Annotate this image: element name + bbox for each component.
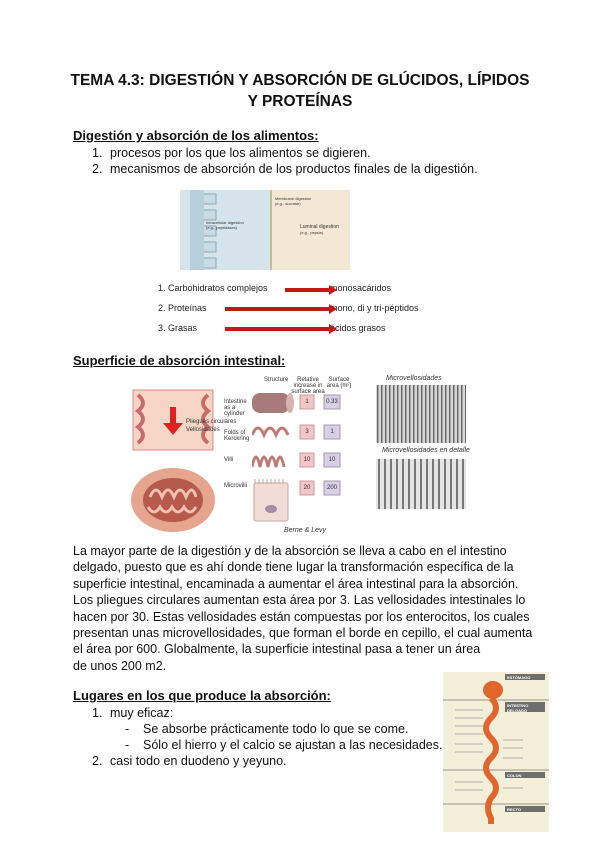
paragraph-line: hacen por 30. Estas vellosidades están compuestas por los enterocitos, los cuales	[73, 609, 530, 624]
list-number: 2.	[92, 754, 103, 768]
enterocyte-digestion-diagram	[180, 190, 350, 270]
column-header: Structure	[264, 377, 289, 383]
product-label: mono, di y tri-péptidos	[330, 303, 419, 313]
nutrient-label: 2. Proteínas	[158, 303, 207, 313]
list-item	[92, 145, 371, 161]
svg-text:(e.g., sucrase): (e.g., sucrase)	[275, 201, 301, 206]
factor-value: 20	[303, 485, 311, 491]
list-item	[92, 161, 478, 177]
list-text: procesos por los que los alimentos se digieren.	[110, 146, 371, 160]
micrograph-caption: Microvellosidades en detalle	[382, 447, 470, 454]
list-text: casi todo en duodeno y yeyuno.	[110, 754, 287, 768]
column-header: Surface area (m²)	[326, 377, 352, 389]
section-label: ESTÓMAGO	[507, 675, 531, 680]
svg-text:Membrane digestion: Membrane digestion	[275, 196, 312, 201]
section-heading-surface: Superficie de absorción intestinal:	[73, 353, 286, 368]
nutrient-row	[158, 283, 392, 293]
list-number: 2.	[92, 162, 103, 176]
section-heading-absorption-sites: Lugares en los que produce la absorción:	[73, 688, 331, 703]
row-label: Villi	[224, 457, 234, 463]
list-text: muy eficaz:	[110, 706, 174, 720]
list-item	[92, 753, 287, 769]
title-line-2: Y PROTEÍNAS	[247, 93, 353, 110]
paragraph-line: el área por 600. Globalmente, la superficie intestinal pasa a tener un área	[73, 642, 481, 657]
list-text: mecanismos de absorción de los productos finales de la digestión.	[110, 162, 478, 176]
area-value: 1	[330, 429, 334, 435]
fold-label: Vellosidades	[186, 427, 220, 433]
section-label: INTESTINO DELGADO	[507, 703, 529, 713]
digestive-tract-figure	[443, 672, 549, 832]
row-label: Microvilli	[224, 483, 247, 489]
product-label: monosacáridos	[330, 283, 392, 293]
paragraph-line: delgado, puesto que es ahí donde tiene lugar la transformación específica de la	[73, 560, 514, 575]
row-label: Folds of Kerckring	[224, 430, 250, 442]
arrow-icon	[225, 307, 330, 311]
factor-value: 3	[305, 429, 309, 435]
title-line-1: TEMA 4.3: DIGESTIÓN Y ABSORCIÓN DE GLÚCIDOS, LÍPIDOS	[70, 72, 530, 89]
fold-label: Pliegues circulares	[186, 419, 237, 425]
list-item	[92, 705, 173, 721]
digestive-tract-diagram	[443, 672, 549, 832]
absorption-paragraph	[73, 543, 533, 674]
microvilli-micrograph	[376, 385, 466, 443]
sub-list-item	[125, 737, 442, 753]
svg-text:(e.g., pepsin): (e.g., pepsin)	[300, 230, 324, 235]
area-value: 200	[326, 485, 337, 491]
intestinal-surface-figure	[128, 375, 478, 540]
list-number: 1.	[92, 146, 103, 160]
svg-text:Luminal digestion: Luminal digestion	[300, 224, 339, 230]
page-title	[60, 70, 540, 112]
microvilli-detail-micrograph	[376, 459, 466, 509]
paragraph-line: de unos 200 m2.	[73, 658, 167, 673]
section-label: COLON	[507, 773, 522, 778]
nutrient-label: 3. Grasas	[158, 323, 198, 333]
intestine-section-illustration	[128, 385, 218, 535]
arrow-icon	[225, 327, 330, 331]
sub-list-item	[125, 721, 408, 737]
list-dash: -	[125, 722, 130, 736]
paragraph-line: La mayor parte de la digestión y de la absorción se lleva a cabo en el intestino	[73, 544, 507, 558]
micrograph-caption: Microvellosidades	[386, 375, 442, 382]
list-dash: -	[125, 738, 130, 752]
nutrient-label: 1. Carbohidratos complejos	[158, 283, 268, 293]
column-header: Relative increase in surface area	[291, 377, 325, 395]
list-text: Se absorbe prácticamente todo lo que se come.	[143, 722, 409, 736]
area-value: 10	[328, 457, 336, 463]
arrow-icon	[285, 288, 330, 292]
digestion-figure	[150, 190, 419, 340]
list-text: Sólo el hierro y el calcio se ajustan a las necesidades.	[143, 738, 443, 752]
paragraph-line: Los pliegues circulares aumentan esta área por 3. Las vellosidades intestinales lo	[73, 593, 526, 608]
svg-text:(e.g., peptidases): (e.g., peptidases)	[206, 225, 237, 230]
product-label: ácidos grasos	[330, 323, 386, 333]
svg-text:Intracellular digestion: Intracellular digestion	[206, 220, 244, 225]
figure-credit: Berne & Levy	[284, 527, 327, 534]
factor-value: 1	[305, 399, 309, 405]
paragraph-line: presentan unas microvellosidades, que forman el borde en cepillo, el cual aumenta	[73, 626, 533, 641]
nutrient-row	[158, 303, 419, 313]
row-label: Intestine as a cylinder	[224, 399, 247, 417]
area-value: 0.33	[326, 399, 338, 405]
paragraph-line: superficie intestinal, encaminada a aumentar el área intestinal para la absorción.	[73, 576, 519, 591]
section-label: RECTO	[507, 807, 521, 812]
nutrient-row	[158, 323, 386, 333]
factor-value: 10	[303, 457, 311, 463]
section-heading-digestion: Digestión y absorción de los alimentos:	[73, 128, 319, 143]
list-number: 1.	[92, 706, 103, 720]
